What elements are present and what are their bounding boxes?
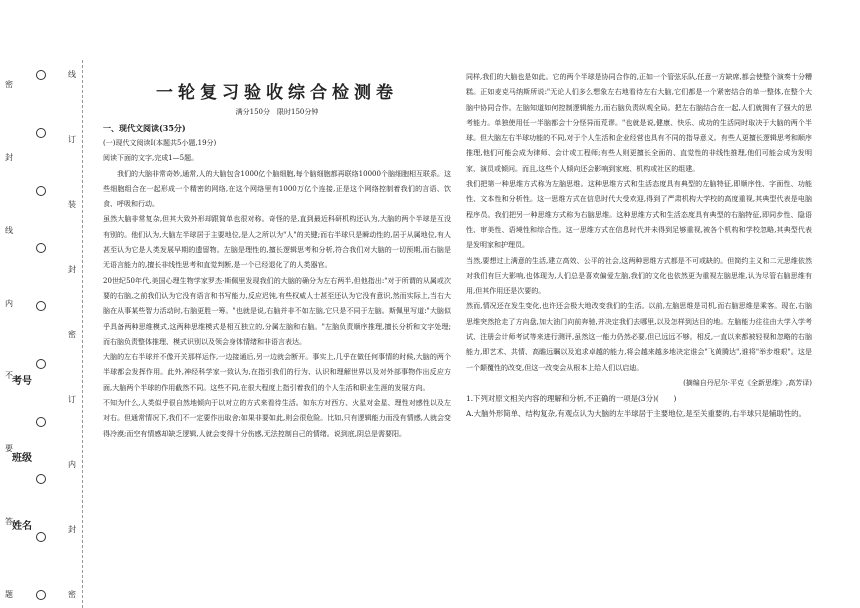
exam-meta: 满分150分 限时150分钟 <box>235 108 319 116</box>
name-field <box>12 520 32 533</box>
binding-hole-icon <box>36 70 46 80</box>
exam-number-label: 考号 <box>12 376 32 387</box>
binding-char: 订 <box>68 135 76 144</box>
binding-hole-icon <box>36 417 46 427</box>
binding-char: 密 <box>5 80 13 89</box>
name-label: 姓名 <box>12 521 32 532</box>
section-heading: 一、现代文阅读(35分) <box>103 123 186 133</box>
passage-paragraph: 当然,要想过上满意的生活,建立高效、公平的社会,这两种思维方式都是不可或缺的。但简约主义和二元思维依然对我们有巨大影响,也体现为,人们总是喜欢偏爱左脑,我们的文化也依然更为重视左脑思维,认为尽管右脑思维有用,但其作用还是次要的。 <box>466 256 812 296</box>
passage-paragraph: 不知为什么,人类似乎很自然地倾向于以对立的方式来看待生活。如东方对西方、火星对金星、理性对感性以及左对右。但通常情况下,我们不一定要作出取舍;如果非要如此,则会很危险。比如,只有逻辑能力而没有情感,人就会变得冷漠;而空有情感却缺乏逻辑,人就会变得十分伤感,无法控制自己的情绪。说到底,阴总是需要阳。 <box>103 399 451 438</box>
binding-hole-icon <box>36 359 46 369</box>
question-stem: 1.下列对原文相关内容的理解和分析,不正确的一项是(3分)( ) <box>466 393 677 403</box>
binding-hole-icon <box>36 301 46 311</box>
binding-char: 题 <box>5 589 13 599</box>
binding-char: 不 <box>5 371 13 381</box>
exam-number-field <box>12 375 32 388</box>
binding-dashed-line <box>82 60 83 608</box>
binding-char: 装 <box>68 200 76 209</box>
binding-hole-icon <box>36 474 46 484</box>
binding-char: 答 <box>5 517 13 527</box>
binding-hole-icon <box>36 532 46 542</box>
binding-char: 线 <box>5 225 13 235</box>
binding-mid-column <box>68 70 76 600</box>
exam-title: 一轮复习验收综合检测卷 <box>156 83 398 103</box>
binding-hole-icon <box>36 186 46 196</box>
binding-circle-column <box>36 70 46 600</box>
passage-paragraph: 我们把第一种思维方式称为左脑思维。这种思维方式和生活态度具有典型的左脑特征,即顺序性、字面性、功能性、文本性和分析性。这一思维方式在信息时代大受欢迎,得到了严肃机构大学校的高度重视,其典型代表是电脑程序员。我们把另一种思维方式称为右脑思维。这种思维方式和生活态度具有典型的右脑特征,即同步性、隐语性、审美性、语境性和综合性。这一思维方式在信息时代并未得到足够重视,被各个机构和学校忽略,其典型代表是发明家和护理员。 <box>466 180 812 250</box>
passage-paragraph: 同样,我们的大脑也是如此。它的两个半球是协同合作的,正如一个管弦乐队,任意一方缺席,都会使整个演奏十分糟糕。正如麦克马纳斯所说:"无论人们多么想象左右地看待左右大脑,它们都是一个紧密结合的单一整体,在整个大脑中协同合作。左脑知道如何控制逻辑能力,而右脑负责纵观全局。把左右脑结合在一起,人们就拥有了强大的思考能力。单独使用任一半脑都会十分怪异而荒谬。"也就是说,健康、快乐、成功的生活同时取决于大脑的两个半球。但大脑左右半球功能的不同,对于个人生活和企业经营也具有不同的指导意义。有些人更擅长逻辑思考和顺序推理,他们可能会成为律师、会计或工程师;有些人则更擅长全面的、直觉性的非线性推理,他们可能会成为发明家、演员或倾问。而且,这些个人倾向还会影响到家庭、机构或社区的组建。 <box>466 73 812 173</box>
binding-char: 封 <box>5 152 13 162</box>
passage-paragraph: 大脑的左右半球并不像开关那样运作,一边接通后,另一边就会断开。事实上,几乎在做任何事情的时候,大脑的两个半球都会发挥作用。此外,神经科学家一致认为,在指引我们的行为、认识和理解世界以及对外部事物作出反应方面,大脑两个半球的作用截然不同。这些不同,在很大程度上指引着我们的个人生活和职业生涯的发展方向。 <box>103 353 451 392</box>
left-column <box>103 70 451 442</box>
binding-char: 线 <box>68 70 76 79</box>
binding-margin <box>0 0 86 608</box>
binding-char: 封 <box>68 525 76 534</box>
binding-hole-icon <box>36 128 46 138</box>
reading-instruction: 阅读下面的文字,完成1—5题。 <box>103 154 199 163</box>
binding-hole-icon <box>36 243 46 253</box>
binding-char: 内 <box>5 298 13 308</box>
question-option-a: A.大脑外形简单、结构复杂,有观点认为大脑的左半球居于主要地位,是至关重要的,右半球只是辅助性的。 <box>466 408 806 418</box>
binding-char: 订 <box>68 395 76 404</box>
passage-paragraph: 20世纪50年代,美国心理生物学家罗杰·斯佩里发现我们的大脑的确分为左右两半,但他指出:"对于所谓的从属或次要的右脑,之前我们认为它没有语言和书写能力,反应迟钝,有些权威人士甚至还认为它没有意识,然而实际上,当右大脑在从事某些智力活动时,右脑更胜一筹。"也就是说,右脑并非不如左脑,它只是不同于左脑。斯佩里写道:"大脑似乎具备两种思维模式,这两种思维模式是相互独立的,分属左脑和右脑。"左脑负责顺序推理,擅长分析和文字处理;而右脑负责整体推理、模式识别以及领会身体情绪和非语言表达。 <box>103 276 451 346</box>
binding-char: 内 <box>68 460 76 469</box>
passage-paragraph: 我们的大脑非常奇妙,通常,人的大脑包含1000亿个脑细胞,每个脑细胞都再联络10000个脑细胞相互联系。这些细胞组合在一起形成一个精密的网络,在这个网络里有1000万亿个连接,正是这个网络控制着我们的言语、饮食、呼吸和行动。 <box>103 169 451 209</box>
binding-char: 要 <box>5 444 13 454</box>
right-column <box>466 70 812 421</box>
passage-source: (摘编自丹尼尔·平克《全新思维》,高芳译) <box>683 378 812 387</box>
passage-paragraph: 虽然大脑非常复杂,但其大致外形却跟简单也很对称。奇怪的是,直到最近科研机构还认为,大脑的两个半球是互没有别的。他们认为,大脑左半球居于主要地位,是人之所以为"人"的关键;而右半球只是瞬动性的,居于从属地位,有人甚至认为它是人类发展早期的遗留物。左脑是理性的,擅长逻辑思考和分析,符合我们对大脑的一切预期,而右脑是无语言能力的,擅长非线性思考和直觉判断,是一个已经退化了的人类器官。 <box>103 215 451 270</box>
class-label: 班级 <box>12 453 32 464</box>
binding-char: 密 <box>68 330 76 339</box>
class-field <box>12 452 32 465</box>
subsection-heading: (一)现代文阅读Ⅰ(本题共5小题,19分) <box>103 139 217 147</box>
binding-char: 密 <box>68 590 76 599</box>
passage-paragraph: 然而,情况还在发生变化,也许还会极大地改变我们的生活。以前,左脑思维是司机,而右脑思维是乘客。现在,右脑思维突然抢走了方向盘,加大油门向前奔驰,并决定我们去哪里,以及怎样到达目的地。左脑能力往往由大学入学考试、注册会计师考试等来进行测评,虽然这一能力仍然必要,但已远远不够。相反,一直以来都被轻视和忽略的右脑能力,即艺术、共情、高瞻远瞩以及追求卓越的能力,将会越来越多地决定谁会"飞黄腾达",谁将"举步维艰"。这是一个颠覆性的改变,但这一改变会从根本上给人们以启迪。 <box>466 302 812 372</box>
binding-char: 封 <box>68 265 76 274</box>
binding-hole-icon <box>36 590 46 600</box>
